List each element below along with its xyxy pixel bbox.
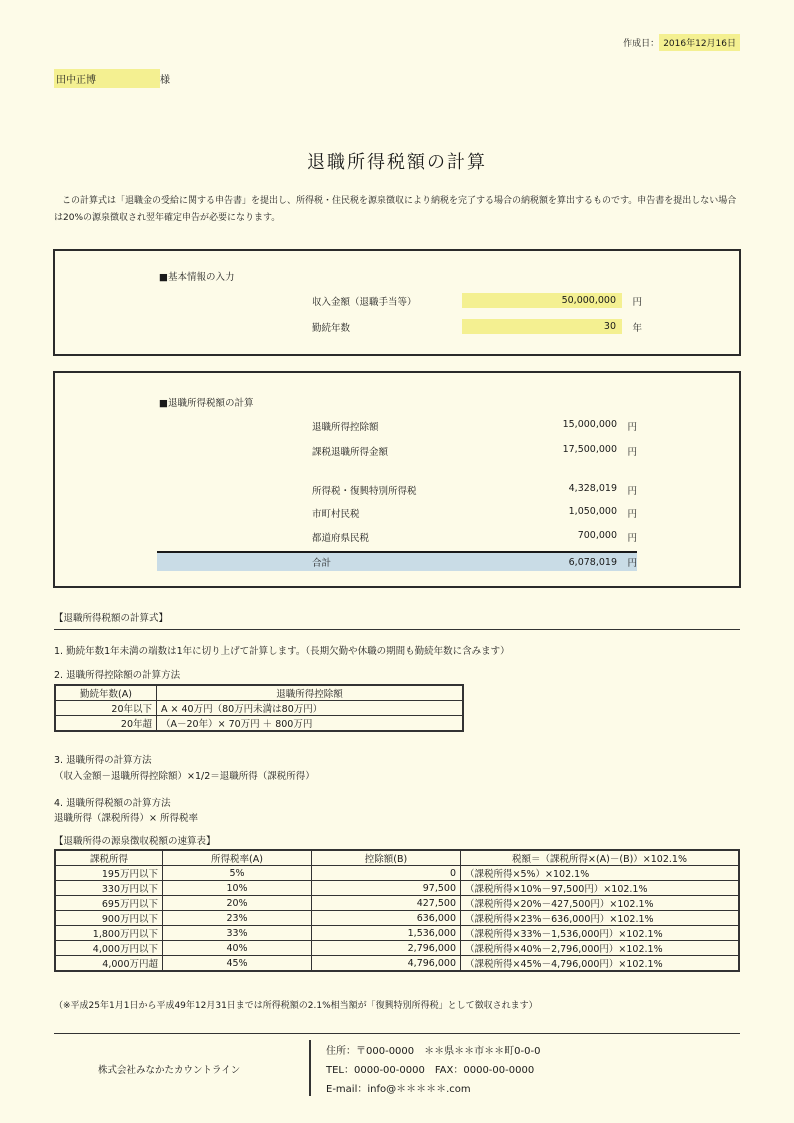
income-tax-label: 所得税・復興特別所得税 [312,486,417,497]
years-label: 勤続年数 [312,322,351,334]
table-cell: （課税所得×45%－4,796,000円）×102.1% [461,956,740,972]
input-section [53,249,741,356]
table-cell: A × 40万円（80万円未満は80万円） [157,701,464,716]
table-cell: （A－20年）× 70万円 ＋ 800万円 [157,716,464,732]
taxable-unit: 円 [627,447,637,458]
table-row [55,850,739,866]
honorific: 様 [160,75,170,86]
municipal-label: 市町村民税 [312,509,360,520]
note-4-title: 4. 退職所得税額の計算方法 [54,798,171,809]
address: 住所：〒000-0000 ＊＊県＊＊市＊＊町0-0-0 [326,1046,541,1057]
deduction-label: 退職所得控除額 [312,422,379,433]
table-header: 控除額(B) [312,850,461,866]
total-row [157,551,637,571]
customer-name[interactable]: 田中正博 [54,69,160,88]
table-cell: （課税所得×33%－1,536,000円）×102.1% [461,926,740,941]
page-title: 退職所得税額の計算 [307,152,487,173]
table-row [55,685,463,701]
footer-divider [54,1033,740,1034]
company-name: 株式会社みなかたカウントライン [98,1065,241,1076]
income-label: 収入金額（退職手当等） [312,296,417,308]
note-3-title: 3. 退職所得の計算方法 [54,755,152,766]
table-cell: 20年超 [55,716,157,732]
table-header: 税額＝（課税所得×(A)－(B)）×102.1% [461,850,740,866]
taxable-value: 17,500,000 [562,444,617,455]
date-value[interactable]: 2016年12月16日 [659,34,740,51]
table-cell: 97,500 [312,881,461,896]
years-row [312,319,642,334]
calc-heading: ■退職所得税額の計算 [159,398,254,409]
table-cell: 45% [163,956,312,972]
table-cell: 330万円以下 [55,881,163,896]
income-tax-unit: 円 [627,486,637,497]
divider [54,629,740,630]
table-cell: 5% [163,866,312,881]
table-cell: （課税所得×20%－427,500円）×102.1% [461,896,740,911]
total-label: 合計 [312,558,332,569]
table-cell: （課税所得×23%－636,000円）×102.1% [461,911,740,926]
note-2: 2. 退職所得控除額の計算方法 [54,670,181,681]
quick-table-title: 【退職所得の源泉徴収税額の速算表】 [54,836,216,847]
income-unit: 円 [632,296,642,308]
years-input[interactable]: 30 [462,319,622,334]
intro-text: この計算式は「退職金の受給に関する申告書」を提出し、所得税・住民税を源泉徴収により納税を完了する場合の納税額を算出するものです。申告書を提出しない場合は20%の源泉徴収され翌年確定申告が必要になります。 [54,196,737,223]
table-cell: 900万円以下 [55,911,163,926]
table-cell: 2,796,000 [312,941,461,956]
taxable-label: 課税退職所得金額 [312,447,389,458]
income-row [312,293,642,308]
table-row [55,881,739,896]
deduction-value: 15,000,000 [562,419,617,430]
table-cell: 427,500 [312,896,461,911]
table-row [55,716,463,732]
table-cell: 40% [163,941,312,956]
calc-row-municipal [312,506,637,520]
table-row [55,896,739,911]
table-cell: 636,000 [312,911,461,926]
phone-fax: TEL：0000-00-0000 FAX：0000-00-0000 [326,1065,535,1076]
prefectural-value: 700,000 [577,530,617,541]
table-cell: 4,000万円以下 [55,941,163,956]
total-unit: 円 [627,558,637,569]
table-row [55,926,739,941]
footnote: （※平成25年1月1日から平成49年12月31日までは所得税額の2.1%相当額が「復興特別所得税」として徴収されます） [54,1001,538,1011]
quick-table [54,849,740,972]
table-row [55,956,739,972]
customer-row [54,69,170,88]
footer-separator [309,1040,311,1096]
table-cell: 23% [163,911,312,926]
calc-row-deduction [312,419,637,433]
municipal-unit: 円 [627,509,637,520]
deduction-unit: 円 [627,422,637,433]
table-cell: 20年以下 [55,701,157,716]
table-cell: （課税所得×10%－97,500円）×102.1% [461,881,740,896]
table-header: 退職所得控除額 [157,685,464,701]
calc-row-prefectural [312,530,637,544]
date-label: 作成日： [623,39,660,49]
table-cell: 4,000万円超 [55,956,163,972]
note-1: 1. 勤続年数1年未満の端数は1年に切り上げて計算します。（長期欠勤や休職の期間も勤続年数に含みます） [54,646,510,657]
calc-row-income-tax [312,483,637,497]
calc-section [53,371,741,588]
years-unit: 年 [632,322,642,334]
table-cell: 0 [312,866,461,881]
table-header: 勤続年数(A) [55,685,157,701]
table-row [55,911,739,926]
input-heading: ■基本情報の入力 [159,272,235,283]
income-input[interactable]: 50,000,000 [462,293,622,308]
table-cell: （課税所得×5%）×102.1% [461,866,740,881]
note-4-body: 退職所得（課税所得）× 所得税率 [54,813,198,824]
table-cell: 195万円以下 [55,866,163,881]
total-value: 6,078,019 [568,556,617,568]
municipal-value: 1,050,000 [568,506,617,517]
table-row [55,866,739,881]
deduction-table [54,684,464,732]
table-cell: 33% [163,926,312,941]
email[interactable]: E-mail：info@＊＊＊＊＊.com [326,1084,471,1095]
prefectural-unit: 円 [627,533,637,544]
table-header: 課税所得 [55,850,163,866]
table-cell: 695万円以下 [55,896,163,911]
date-row [623,34,740,51]
table-cell: 10% [163,881,312,896]
formula-heading: 【退職所得税額の計算式】 [54,613,169,624]
prefectural-label: 都道府県民税 [312,533,370,544]
table-cell: 1,800万円以下 [55,926,163,941]
table-cell: 20% [163,896,312,911]
income-tax-value: 4,328,019 [568,483,617,494]
table-cell: （課税所得×40%－2,796,000円）×102.1% [461,941,740,956]
table-cell: 4,796,000 [312,956,461,972]
table-header: 所得税率(A) [163,850,312,866]
note-3-body: （収入金額－退職所得控除額）×1/2＝退職所得（課税所得） [54,771,315,782]
table-row [55,701,463,716]
table-row [55,941,739,956]
calc-row-taxable [312,444,637,458]
table-cell: 1,536,000 [312,926,461,941]
